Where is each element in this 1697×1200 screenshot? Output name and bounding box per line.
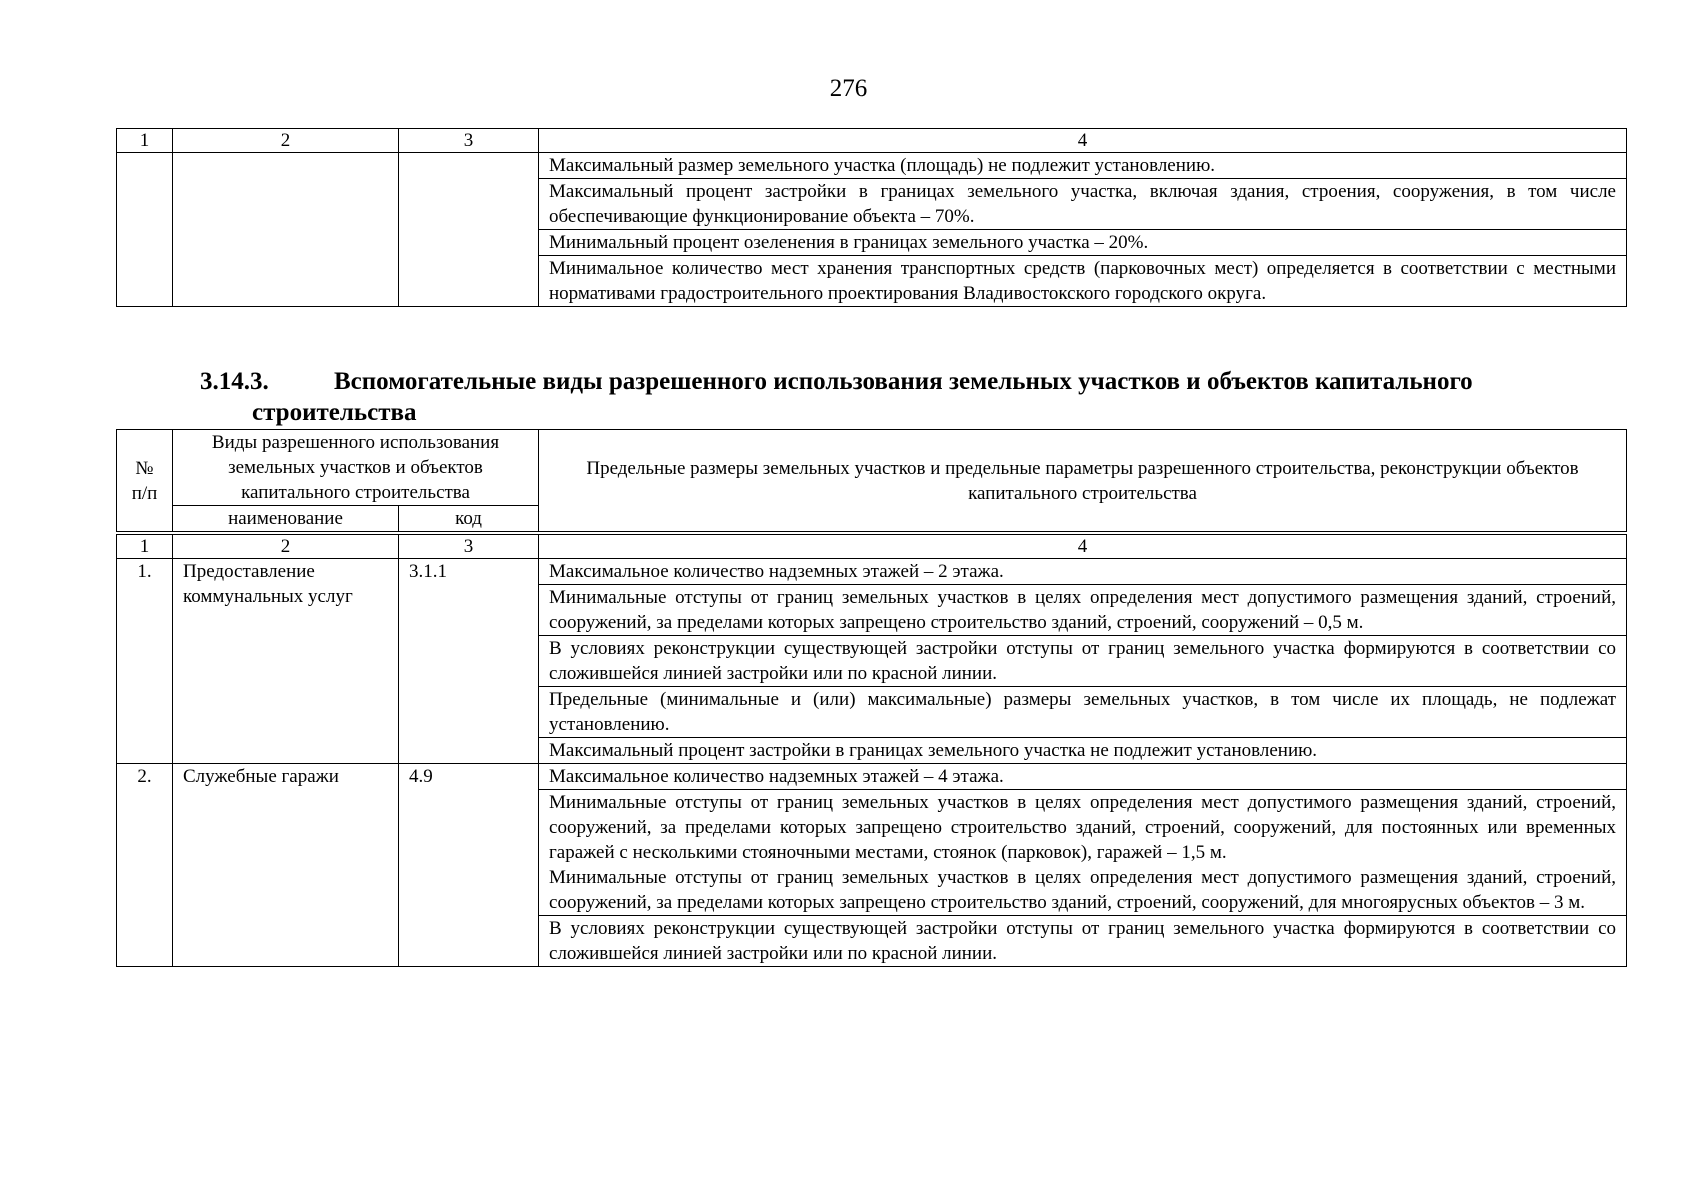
- header-row: [117, 430, 1627, 506]
- column-number-3: 3: [399, 533, 539, 559]
- column-number-3: 3: [399, 129, 539, 153]
- param-cell: Максимальное количество надземных этажей – 2 этажа.: [539, 559, 1627, 585]
- column-number-4: 4: [539, 533, 1627, 559]
- entry-name: Предоставление коммунальных услуг: [173, 559, 399, 764]
- empty-num-cell: [117, 153, 173, 307]
- param-cell: В условиях реконструкции существующей застройки отступы от границ земельного участка формируются в соответствии со сложившейся линией застройки или по красной линии.: [539, 636, 1627, 687]
- section-title-line1: Вспомогательные виды разрешенного использования земельных участков и объектов капитального: [334, 368, 1473, 395]
- column-number-row: [117, 129, 1627, 153]
- param-cell: Максимальное количество надземных этажей – 4 этажа.: [539, 764, 1627, 790]
- param-cell: Минимальное количество мест хранения транспортных средств (парковочных мест) определяется в соответствии с местными нормативами градостроительного проектирования Владивостокского городского округа.: [539, 256, 1627, 307]
- column-number-2: 2: [173, 533, 399, 559]
- param-cell: Предельные (минимальные и (или) максимальные) размеры земельных участков, в том числе их площадь, не подлежат установлению.: [539, 687, 1627, 738]
- column-number-row: [117, 533, 1627, 559]
- entry-name: Служебные гаражи: [173, 764, 399, 967]
- header-code: код: [399, 506, 539, 534]
- param-cell: В условиях реконструкции существующей застройки отступы от границ земельного участка формируются в соответствии со сложившейся линией застройки или по красной линии.: [539, 916, 1627, 967]
- column-number-2: 2: [173, 129, 399, 153]
- param-cell: Минимальные отступы от границ земельных участков в целях определения мест допустимого размещения зданий, строений, сооружений, за пределами которых запрещено строительство зданий, строений, сооружений – 0,5 м.: [539, 585, 1627, 636]
- empty-name-cell: [173, 153, 399, 307]
- auxiliary-uses-table: [116, 429, 1627, 967]
- entry-code: 4.9: [399, 764, 539, 967]
- entry-num: 1.: [117, 559, 173, 764]
- entry-code: 3.1.1: [399, 559, 539, 764]
- header-name: наименование: [173, 506, 399, 534]
- table-row: [117, 153, 1627, 179]
- param-paragraph: Минимальные отступы от границ земельных участков в целях определения мест допустимого размещения зданий, строений, сооружений, за пределами которых запрещено строительство зданий, строений, сооружений, для многоярусных объектов – 3 м.: [549, 867, 1617, 913]
- param-cell: Минимальный процент озеленения в границах земельного участка – 20%.: [539, 230, 1627, 256]
- column-number-1: 1: [117, 533, 173, 559]
- table-row: [117, 764, 1627, 790]
- section-heading: [200, 366, 1626, 428]
- header-num: № п/п: [117, 430, 173, 534]
- entry-num: 2.: [117, 764, 173, 967]
- table-row: [117, 559, 1627, 585]
- param-cell: Максимальный процент застройки в границах земельного участка, включая здания, строения, сооружения, в том числе обеспечивающие функционирование объекта – 70%.: [539, 179, 1627, 230]
- header-uses-group: Виды разрешенного использования земельных участков и объектов капитального строительства: [173, 430, 539, 506]
- continuation-table: [116, 128, 1627, 307]
- empty-code-cell: [399, 153, 539, 307]
- param-paragraph: Минимальные отступы от границ земельных участков в целях определения мест допустимого размещения зданий, строений, сооружений, за пределами которых запрещено строительство зданий, строений, сооружений, для постоянных или временных гаражей с несколькими стояночными местами, стоянок (парковок), гаражей – 1,5 м.: [549, 792, 1617, 863]
- section-title-line2: строительства: [252, 399, 417, 426]
- column-number-4: 4: [539, 129, 1627, 153]
- column-number-1: 1: [117, 129, 173, 153]
- header-params: Предельные размеры земельных участков и предельные параметры разрешенного строительства, реконструкции объектов капитального строительства: [539, 430, 1627, 534]
- param-cell: [539, 790, 1627, 916]
- section-number: 3.14.3.: [200, 368, 269, 395]
- param-cell: Максимальный процент застройки в границах земельного участка не подлежит установлению.: [539, 738, 1627, 764]
- page-number: 276: [829, 75, 868, 102]
- param-cell: Максимальный размер земельного участка (площадь) не подлежит установлению.: [539, 153, 1627, 179]
